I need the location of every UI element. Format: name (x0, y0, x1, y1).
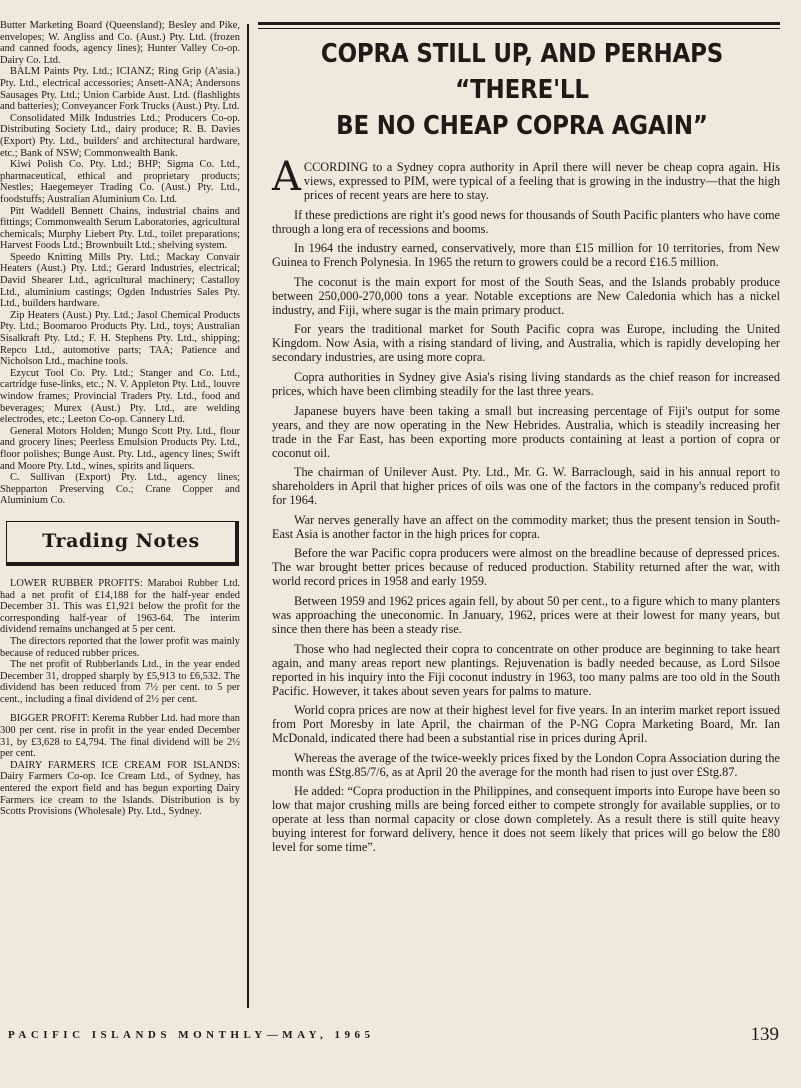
trading-note: DAIRY FARMERS ICE CREAM FOR ISLANDS: Dairy Farmers Co-op. Ice Cream Ltd., of Sydney, has entered the export field and has begun exporting Dairy Farmers ice cream to the Islands. Distribution is by Scotts Provisions (Wholesale) Pty. Ltd., Sydney. (0, 759, 240, 818)
article-paragraph: Before the war Pacific copra producers were almost on the breadline because of depressed prices. The war brought better prices because of reduced production. Stability returned after the war, with world record prices in 1958 and early 1959. (272, 546, 780, 589)
headline-line: COPRA STILL UP, AND PERHAPS “THERE'LL (320, 39, 724, 105)
article-paragraph: Those who had neglected their copra to concentrate on other produce are beginning to take heart again, and many areas report new plantings. Rejuvenation is badly needed because, as Lord Silsoe reported in his inquiry into the Fiji coconut industry in 1963, too many palms are too old in the South Pacific. However, it takes about seven years for palms to mature. (272, 641, 780, 698)
list-item: C. Sullivan (Export) Pty. Ltd., agency lines; Shepparton Preserving Co.; Crane Copper and Aluminium Co. (0, 472, 240, 507)
list-item: BALM Paints Pty. Ltd.; ICIANZ; Ring Grip (A'asia.) Pty. Ltd., electrical accessories; Ansett-ANA; Andersons Sausages Pty. Ltd.; Union Carbide Aust. Ltd. (flashlights and batteries); Conveyancer Fork Trucks (Aust.) Pty. Ltd. (0, 66, 240, 113)
article-paragraph: The coconut is the main export for most of the South Seas, and the Islands probably produce between 250,000-270,000 tons a year. Notable exceptions are New Caledonia which has a nickel industry, and Fiji, where sugar is the main primary product. (272, 274, 780, 317)
article-paragraph: Whereas the average of the twice-weekly prices fixed by the London Copra Association during the month was £Stg.85/7/6, as at April 20 the average for the month had risen to just over £Stg.87. (272, 750, 780, 779)
page-footer (8, 1024, 779, 1046)
list-item: Zip Heaters (Aust.) Pty. Ltd.; Jasol Chemical Products Pty. Ltd.; Boomaroo Products Pty. Ltd., toys; Australian Sisalkraft Pty. Ltd.; F. H. Stephens Pty. Ltd., shipping; Repco Ltd., automotive parts; TAA; Patience and Nicholson Ltd., machine tools. (0, 309, 240, 368)
article-paragraph: If these predictions are right it's good news for thousands of South Pacific planters who have come through a long era of recessions and booms. (272, 207, 780, 236)
list-item: Butter Marketing Board (Queensland); Besley and Pike, envelopes; W. Angliss and Co. (Aust.) Pty. Ltd. (frozen and canned foods, agency lines); Hunter Valley Co-op. Dairy Co. Ltd. (0, 20, 240, 66)
article (258, 22, 780, 860)
left-column (0, 20, 240, 818)
trading-note: The net profit of Rubberlands Ltd., in the year ended December 31, dropped sharply by £5,913 to £6,532. The dividend has been reduced from 7½ per cent. to 5 per cent., including a final dividend of 2½ per cent. (0, 659, 240, 705)
list-item: Pitt Waddell Bennett Chains, industrial chains and fittings; Commonwealth Serum Laboratories, agricultural chemicals; Murphy Liebert Pty. Ltd., toilet preparations; Harvest Foods Ltd.; Brownbuilt Ltd.; shelving system. (0, 205, 240, 252)
trading-note: BIGGER PROFIT: Kerema Rubber Ltd. had more than 300 per cent. rise in profit in the year ended December 31, by £3,628 to £4,794. The final dividend will be 2½ per cent. (0, 713, 240, 760)
article-paragraph: The chairman of Unilever Aust. Pty. Ltd., Mr. G. W. Barraclough, said in his annual report to shareholders in April that higher prices of oils was one of the factors in the company's reduced profit for 1964. (272, 465, 780, 508)
publication-line: PACIFIC ISLANDS MONTHLY—MAY, 1965 (8, 1029, 375, 1041)
list-item: Ezycut Tool Co. Pty. Ltd.; Stanger and Co. Ltd., cartridge fuse-links, etc.; N. V. Appleton Pty. Ltd., louvre window frames; Provincial Traders Pty. Ltd., food and beverages; Murex (Aust.) Pty. Ltd., are welding electrodes, etc.; Leeton Co-op. Cannery Ltd. (0, 367, 240, 426)
article-lead-text: CCORDING to a Sydney copra authority in April there will never be cheap copra again. His views, expressed to PIM, were typical of a feeling that is growing in the industry—that the high prices of recent years are here to stay. (303, 160, 780, 202)
article-paragraph: Between 1959 and 1962 prices again fell, by about 50 per cent., to a figure which to many planters was approaching the uneconomic. In January, 1962, prices were at their lowest for many years, but since then there has been a steady rise. (272, 593, 780, 636)
article-paragraph: War nerves generally have an affect on the commodity market; thus the present tension in South-East Asia is another factor in the high prices for copra. (272, 512, 780, 541)
trading-note: LOWER RUBBER PROFITS: Maraboi Rubber Ltd. had a net profit of £14,188 for the half-year ended December 31. This was £1,921 below the profit for the corresponding half-year of 1963-64. The interim dividend remains unchanged at 5 per cent. (0, 577, 240, 636)
article-paragraph (272, 154, 780, 202)
list-item: Kiwi Polish Co. Pty. Ltd.; BHP; Sigma Co. Ltd., pharmaceutical, ethical and proprietary products; Nestles; Haegemeyer Trading Co. (Aust.) Pty. Ltd., foodstuffs; Australian Aluminium Co. Ltd. (0, 159, 240, 205)
article-paragraph: He added: “Copra production in the Philippines, and consequent imports into Europe have been so low that major crushing mills are being forced either to compete strongly for available supplies, or to operate at less than normal capacity or close down completely. As a result there is still quite heavy buying interest for forward delivery, hence it does not seem likely that prices will go below the £80 level for some time”. (272, 784, 780, 855)
article-paragraph: Copra authorities in Sydney give Asia's rising living standards as the chief reason for increased prices, which have been climbing steadily for the last three years. (272, 369, 780, 398)
trading-notes-heading: Trading Notes (6, 521, 239, 566)
headline-line: BE NO CHEAP COPRA AGAIN” (336, 111, 708, 141)
article-body (258, 154, 780, 855)
article-paragraph: Japanese buyers have been taking a small but increasing percentage of Fiji's output for some years, and they are now operating in the New Hebrides. Australia, which is steadily increasing her trade in the Far East, has been exporting more products containing at least a portion of copra or coconut oil. (272, 403, 780, 460)
list-item: Consolidated Milk Industries Ltd.; Producers Co-op. Distributing Society Ltd., dairy produce; R. B. Davies (Export) Pty. Ltd., builders' and architectural hardware, etc.; Bank of NSW; Commonwealth Bank. (0, 112, 240, 159)
article-paragraph: World copra prices are now at their highest level for five years. In an interim market report issued from Port Moresby in late April, the chairman of the P-NG Copra Marketing Board, Mr. Ian McDonald, indicated there had been a substantial rise in prices during April. (272, 703, 780, 746)
article-paragraph: For years the traditional market for South Pacific copra was Europe, including the United Kingdom. Now Asia, with a rising standard of living, and Australia, which is rapidly developing her secondary industries, are using more copra. (272, 322, 780, 365)
list-item: General Motors Holden; Mungo Scott Pty. Ltd., flour and grocery lines; Peerless Emulsion Products Pty. Ltd., floor polishes; Bunge Aust. Pty. Ltd., agency lines; Swift and Moore Pty. Ltd., wines, spirits and liquers. (0, 425, 240, 472)
drop-cap: A (272, 154, 301, 200)
column-divider (247, 24, 249, 1008)
list-item: Speedo Knitting Mills Pty. Ltd.; Mackay Convair Heaters (Aust.) Pty. Ltd.; Gerard Industries, electrical; David Shearer Ltd., agricultural machinery; Castalloy Ltd., aluminium castings; Ogden Industries Sales Pty. Ltd., builders hardware. (0, 251, 240, 310)
article-paragraph: In 1964 the industry earned, conservatively, more than £15 million for 10 territories, from New Guinea to French Polynesia. In 1965 the return to growers could be a record £16.5 million. (272, 241, 780, 270)
trading-note: The directors reported that the lower profit was mainly because of reduced rubber prices. (0, 635, 240, 659)
article-headline (290, 36, 754, 144)
page-number: 139 (750, 1024, 779, 1045)
